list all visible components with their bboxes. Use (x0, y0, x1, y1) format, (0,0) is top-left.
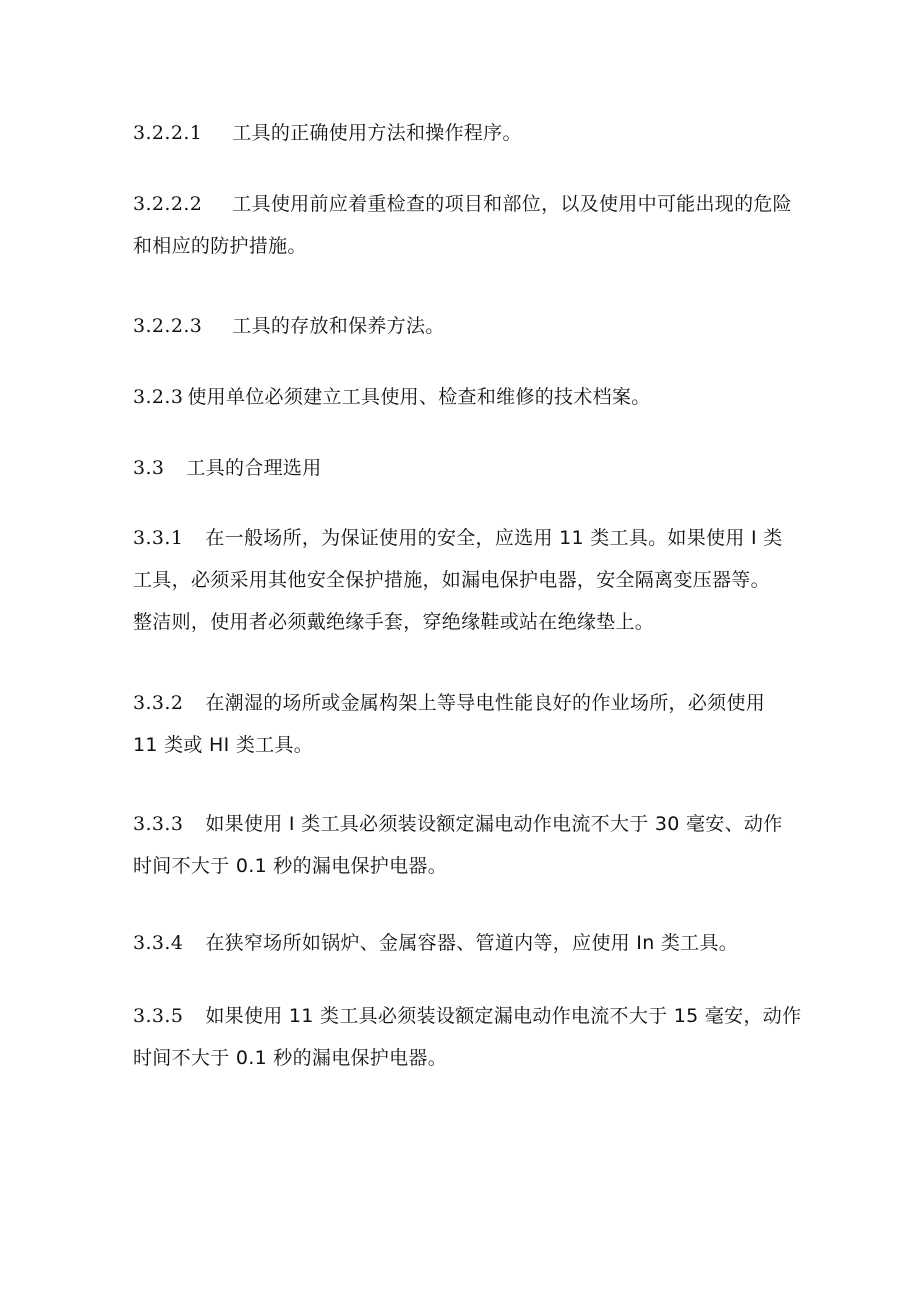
section-heading-text: 工具的合理选用 (186, 457, 322, 479)
paragraph-text: 工具的正确使用方法和操作程序。 (232, 122, 522, 144)
paragraph-text-continued: 11 类或 HI 类工具。 (133, 734, 314, 756)
paragraph-text: 在狭窄场所如锅炉、金属容器、管道内等，应使用 In 类工具。 (205, 932, 739, 954)
section-number: 3.2.3 (133, 386, 184, 408)
section-number: 3.2.2.1 (133, 122, 203, 144)
section-number: 3.3.4 (133, 932, 184, 954)
paragraph-3-3-1 (133, 517, 813, 643)
paragraph-text: 使用单位必须建立工具使用、检查和维修的技术档案。 (187, 386, 651, 408)
paragraph-text-continued: 时间不大于 0.1 秒的漏电保护电器。 (133, 855, 447, 877)
paragraph-text: 如果使用 11 类工具必须装设额定漏电动作电流不大于 15 毫安，动作 (205, 1005, 802, 1027)
paragraph-text: 在一般场所，为保证使用的安全，应选用 11 类工具。如果使用 I 类 (205, 527, 783, 549)
section-heading-3-3 (133, 447, 813, 489)
paragraph-text: 工具的存放和保养方法。 (232, 315, 445, 337)
section-number: 3.3.1 (133, 527, 184, 549)
section-number: 3.2.2.3 (133, 315, 203, 337)
paragraph-3-3-4 (133, 922, 813, 964)
paragraph-text-continued: 整洁则，使用者必须戴绝缘手套，穿绝缘鞋或站在绝缘垫上。 (133, 611, 655, 633)
section-number: 3.3.3 (133, 813, 184, 835)
paragraph-3-3-5 (133, 995, 813, 1079)
paragraph-text-continued: 和相应的防护措施。 (133, 235, 307, 257)
paragraph-3-3-3 (133, 803, 813, 887)
paragraph-text: 如果使用 I 类工具必须装设额定漏电动作电流不大于 30 毫安、动作 (205, 813, 783, 835)
paragraph-3-2-2-1 (133, 112, 813, 154)
paragraph-3-2-3 (133, 376, 813, 418)
paragraph-3-2-2-3 (133, 305, 813, 347)
paragraph-3-2-2-2 (133, 183, 813, 267)
paragraph-text: 在潮湿的场所或金属构架上等导电性能良好的作业场所，必须使用 (205, 692, 766, 714)
section-number: 3.2.2.2 (133, 193, 203, 215)
section-number: 3.3 (133, 457, 165, 479)
section-number: 3.3.5 (133, 1005, 184, 1027)
paragraph-3-3-2 (133, 682, 813, 766)
section-number: 3.3.2 (133, 692, 184, 714)
paragraph-text-continued: 工具，必须采用其他安全保护措施，如漏电保护电器，安全隔离变压器等。 (133, 569, 770, 591)
paragraph-text-continued: 时间不大于 0.1 秒的漏电保护电器。 (133, 1047, 447, 1069)
paragraph-text: 工具使用前应着重检查的项目和部位，以及使用中可能出现的危险 (232, 193, 792, 215)
